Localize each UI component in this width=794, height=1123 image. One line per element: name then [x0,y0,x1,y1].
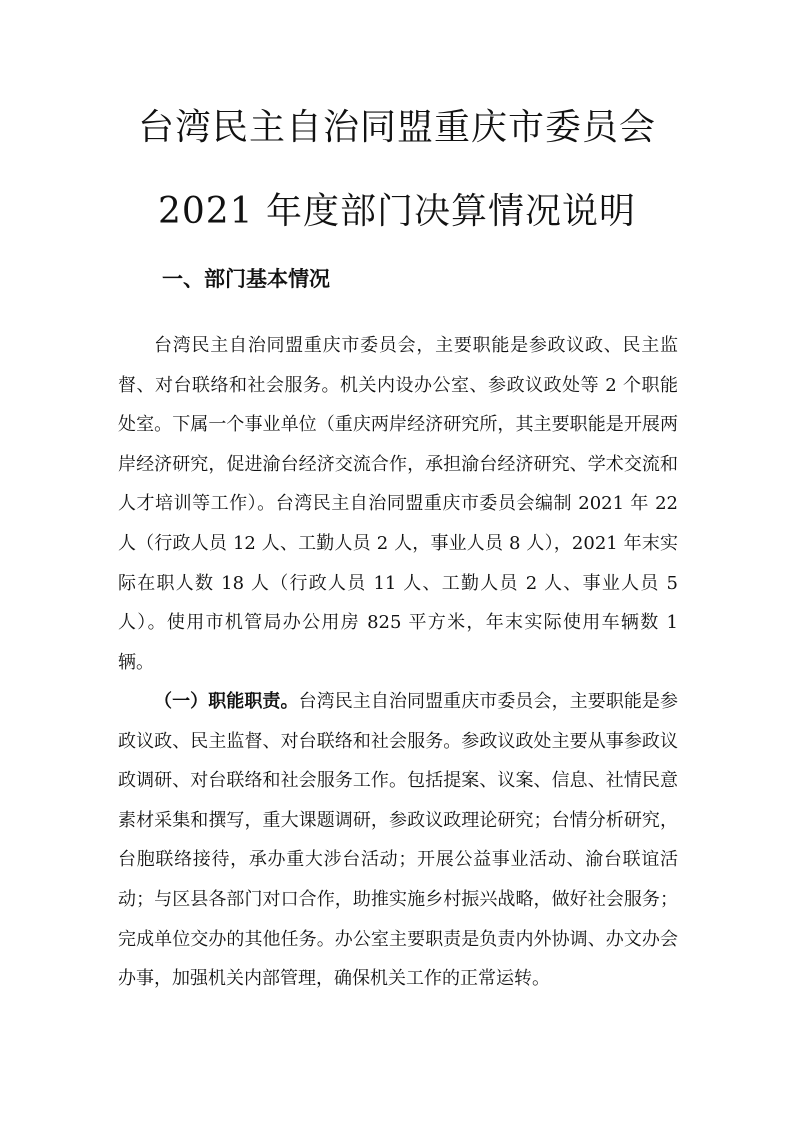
paragraph-functions-text: 台湾民主自治同盟重庆市委员会，主要职能是参政议政、民主监督、对台联络和社会服务。参政议政处主要从事参政议政调研、对台联络和社会服务工作。包括提案、议案、信息、社情民意素材采集和撰写，重大课题调研，参政议政理论研究；台情分析研究，台胞联络接待，承办重大涉台活动；开展公益事业活动、渝台联谊活动；与区县各部门对口合作，助推实施乡村振兴战略，做好社会服务；完成单位交办的其他任务。办公室主要职责是负责内外协调、办文办会办事，加强机关内部管理，确保机关工作的正常运转。 [118,691,679,990]
document-title-line-2: 2021 年度部门决算情况说明 [157,191,637,232]
section-heading-basic-info: 一、部门基本情况 [162,267,330,291]
paragraph-functions [118,682,678,999]
document-title-line-1: 台湾民主自治同盟重庆市委员会 [137,107,656,148]
subsection-heading-functions: （一）职能职责。 [154,691,299,712]
paragraph-basic-info: 台湾民主自治同盟重庆市委员会，主要职能是参政议政、民主监督、对台联络和社会服务。机关内设办公室、参政议政处等 2 个职能处室。下属一个事业单位（重庆两岸经济研究所，其主要职能是开展两岸经济研究，促进渝台经济交流合作，承担渝台经济研究、学术交流和人才培训等工作）。台湾民主自治同盟重庆市委员会编制 2021 年 22 人（行政人员 12 人、工勤人员 2 人，事业人员 8 人），2021 年末实际在职人数 18 人（行政人员 11 人、工勤人员 2 人、事业人员 5 人）。使用市机管局办公用房 825 平方米，年末实际使用车辆数 1 辆。 [118,335,678,673]
